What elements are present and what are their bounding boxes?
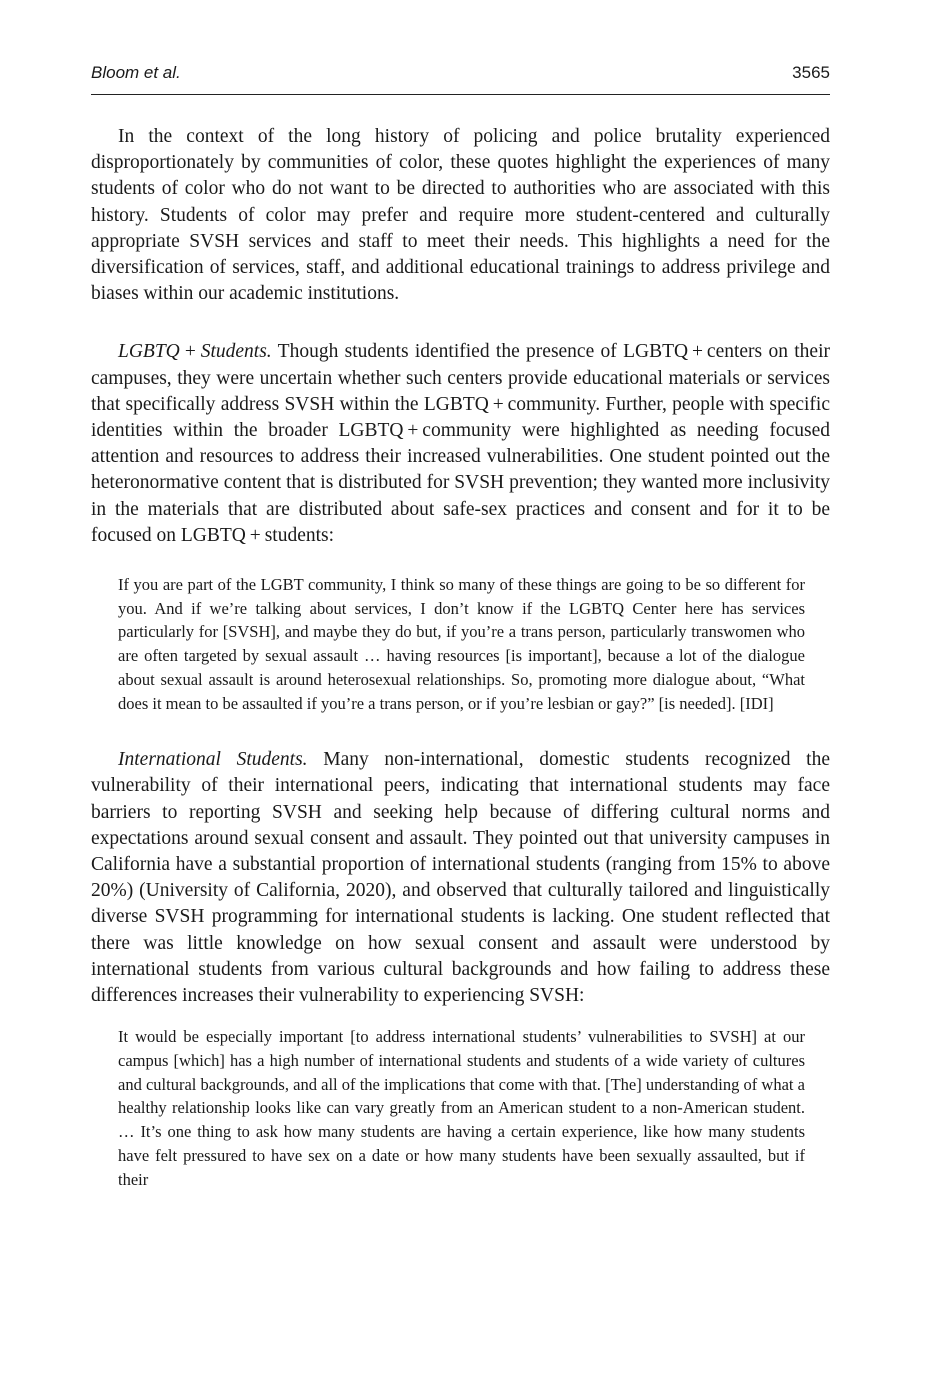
running-header xyxy=(91,60,830,95)
header-authors: Bloom et al. xyxy=(91,63,181,82)
section-heading-international: International Students. xyxy=(118,749,308,771)
page-body xyxy=(91,124,830,1191)
paragraph-police-context: In the context of the long history of policing and police brutality experienced disproportionately by communities of color, these quotes highlight the experiences of many students of color who do not want to be directed to authorities who are associated with this history. Students of color may prefer and require more student-centered and culturally appropriate SVSH services and staff to meet their needs. This highlights a need for the diversification of services, staff, and additional educational trainings to address privilege and biases within our academic institutions. xyxy=(91,126,830,305)
lgbtq-text: Though students identified the presence of LGBTQ + centers on their campuses, they were uncertain whether such centers provide educational materials or services that specifically address SVSH within the LGBTQ + community. Further, people with specific identities within the broader LGBTQ + community were highlighted as needing focused attention and resources to address their increased vulnerabilities. One student pointed out the heteronormative content that is distributed for SVSH prevention; they wanted more inclusivity in the materials that are distributed about safe-sex practices and consent and for it to be focused on LGBTQ + students: xyxy=(91,341,830,546)
section-heading-lgbtq: LGBTQ + Students. xyxy=(118,341,272,363)
paragraph-lgbtq xyxy=(91,339,830,549)
paragraph-international xyxy=(91,747,830,1009)
page-number: 3565 xyxy=(792,63,830,82)
international-text: Many non-international, domestic students recognized the vulnerability of their international peers, indicating that international students may face barriers to reporting SVSH and seeking help because of differing cultural norms and expectations around sexual consent and assault. They pointed out that university campuses in California have a substantial proportion of international students (ranging from 15% to above 20%) (University of California, 2020), and observed that culturally tailored and linguistically diverse SVSH programming for international students is lacking. One student reflected that there was little knowledge on how sexual consent and assault were understood by international students from various cultural backgrounds and how failing to address these differences increases their vulnerability to experiencing SVSH: xyxy=(91,749,830,1007)
block-quote-lgbtq: If you are part of the LGBT community, I think so many of these things are going to be so different for you. And if we’re talking about services, I don’t know if the LGBTQ Center here has services particularly for [SVSH], and maybe they do but, if you’re a trans person, particularly transwomen who are often targeted by sexual assault … having resources [is important], because a lot of the dialogue about sexual assault is around heterosexual relationships. So, promoting more dialogue about, “What does it mean to be assaulted if you’re a trans person, or if you’re lesbian or gay?” [is needed]. [IDI] xyxy=(118,575,805,713)
block-quote-international: It would be especially important [to address international students’ vulnerabilities to SVSH] at our campus [which] has a high number of international students and students of a wide variety of cultures and cultural backgrounds, and all of the implications that come with that. [The] understanding of what a healthy relationship looks like can vary greatly from an American student to a non-American student. … It’s one thing to ask how many students are having a certain experience, like how many students have felt pressured to have sex on a date or how many students have been sexually assaulted, but if their xyxy=(118,1027,805,1189)
